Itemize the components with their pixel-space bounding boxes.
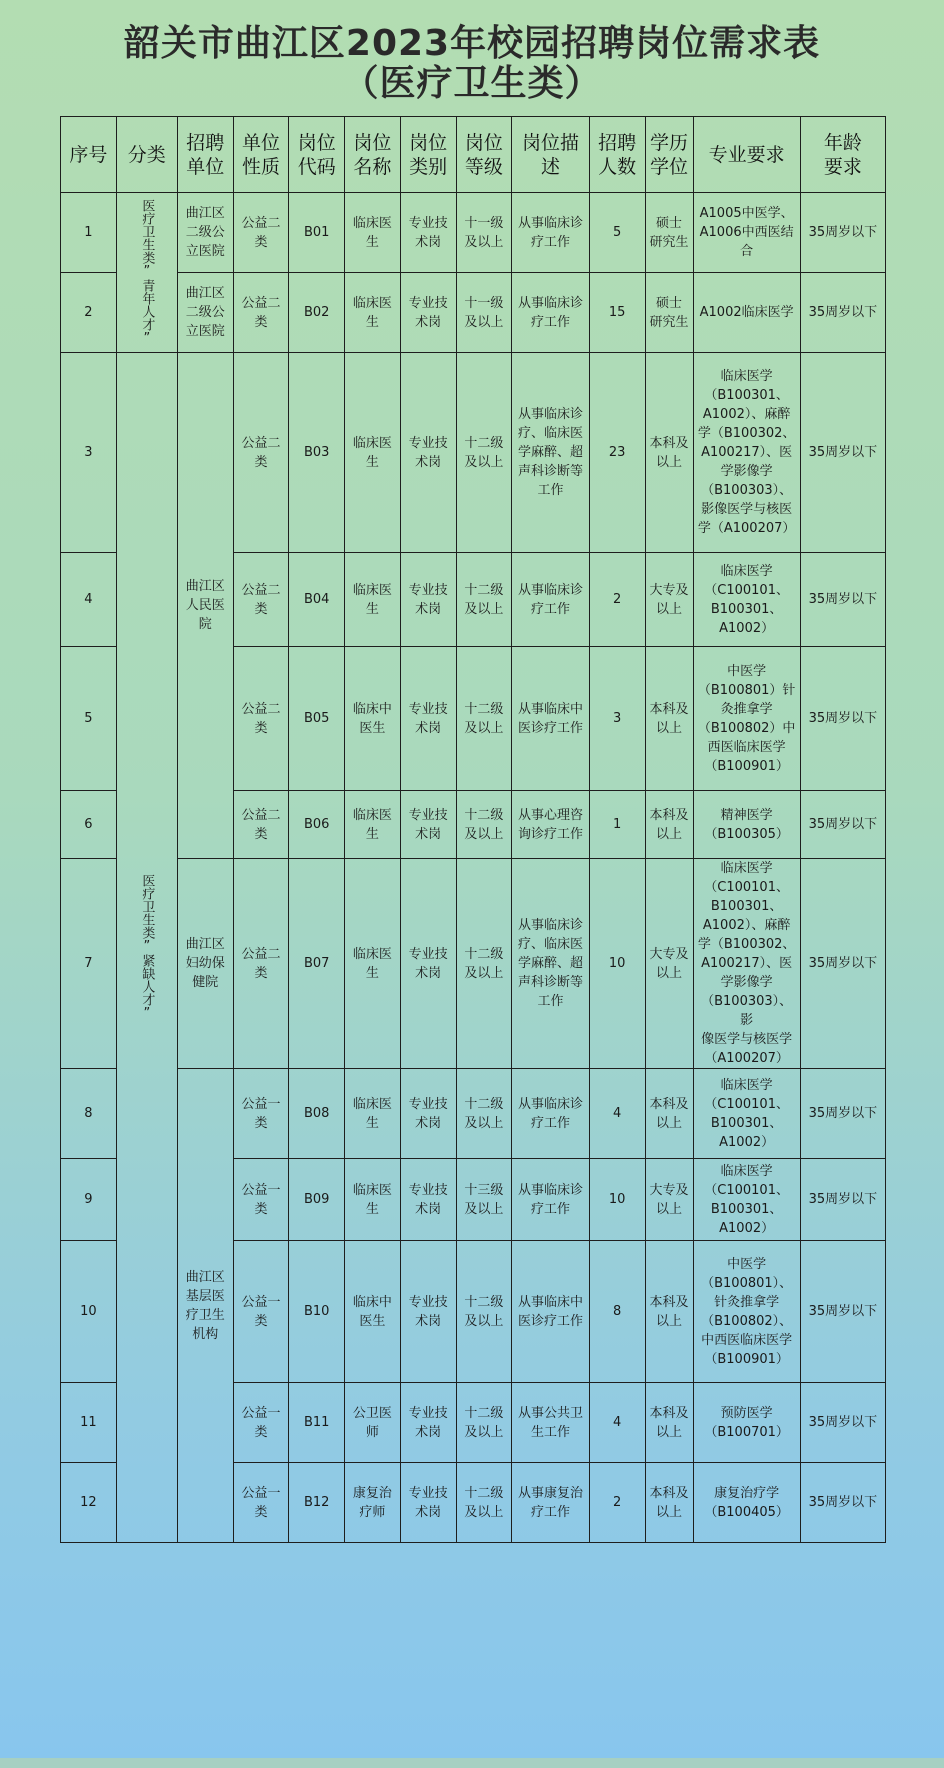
position-name-cell: 临床中 医生 bbox=[345, 647, 401, 791]
header-cell: 岗位 类别 bbox=[400, 117, 456, 193]
unit-nature-cell: 公益二 类 bbox=[233, 791, 289, 859]
position-code-cell: B08 bbox=[289, 1069, 345, 1159]
age-cell: 35周岁以下 bbox=[800, 859, 885, 1069]
position-desc-cell: 从事临床中 医诊疗工作 bbox=[512, 1241, 590, 1383]
education-cell: 本科及 以上 bbox=[645, 791, 693, 859]
age-cell: 35周岁以下 bbox=[800, 1383, 885, 1463]
table-row bbox=[61, 193, 886, 273]
unit-nature-cell: 公益二 类 bbox=[233, 859, 289, 1069]
age-cell: 35周岁以下 bbox=[800, 1069, 885, 1159]
position-code-cell: B05 bbox=[289, 647, 345, 791]
headcount-cell: 2 bbox=[589, 553, 645, 647]
table-row bbox=[61, 1069, 886, 1159]
position-name-cell: 临床医 生 bbox=[345, 1069, 401, 1159]
education-cell: 本科及 以上 bbox=[645, 353, 693, 553]
position-level-cell: 十二级 及以上 bbox=[456, 1383, 512, 1463]
position-name-cell: 临床医 生 bbox=[345, 193, 401, 273]
unit-nature-cell: 公益一 类 bbox=[233, 1159, 289, 1241]
unit-cell: 曲江区 二级公 立医院 bbox=[177, 273, 233, 353]
position-level-cell: 十二级 及以上 bbox=[456, 553, 512, 647]
unit-cell: 曲江区 二级公 立医院 bbox=[177, 193, 233, 273]
headcount-cell: 5 bbox=[589, 193, 645, 273]
headcount-cell: 10 bbox=[589, 859, 645, 1069]
header-cell: 专业要求 bbox=[693, 117, 800, 193]
header-row bbox=[61, 117, 886, 193]
position-name-cell: 临床医 生 bbox=[345, 273, 401, 353]
position-desc-cell: 从事临床诊 疗工作 bbox=[512, 1069, 590, 1159]
position-code-cell: B04 bbox=[289, 553, 345, 647]
major-cell: 中医学 （B100801）针 灸推拿学 （B100802）中 西医临床医学 （B100901） bbox=[693, 647, 800, 791]
header-cell: 分类 bbox=[116, 117, 177, 193]
major-cell: 临床医学 （C100101、 B100301、 A1002） bbox=[693, 1159, 800, 1241]
position-type-cell: 专业技 术岗 bbox=[400, 1159, 456, 1241]
row-number-cell: 5 bbox=[61, 647, 117, 791]
major-cell: 中医学 （B100801）、 针灸推拿学 （B100802）、 中西医临床医学 （B100901） bbox=[693, 1241, 800, 1383]
category-cell bbox=[116, 193, 177, 353]
header-cell: 岗位 代码 bbox=[289, 117, 345, 193]
headcount-cell: 10 bbox=[589, 1159, 645, 1241]
position-code-cell: B03 bbox=[289, 353, 345, 553]
position-name-cell: 临床医 生 bbox=[345, 353, 401, 553]
table-row bbox=[61, 353, 886, 553]
unit-cell: 曲江区 人民医 院 bbox=[177, 353, 233, 859]
position-code-cell: B11 bbox=[289, 1383, 345, 1463]
row-number-cell: 2 bbox=[61, 273, 117, 353]
table-row bbox=[61, 273, 886, 353]
bottom-strip bbox=[0, 1758, 944, 1768]
age-cell: 35周岁以下 bbox=[800, 791, 885, 859]
header-cell: 学历 学位 bbox=[645, 117, 693, 193]
header-cell: 单位 性质 bbox=[233, 117, 289, 193]
unit-cell: 曲江区 基层医 疗卫生 机构 bbox=[177, 1069, 233, 1543]
age-cell: 35周岁以下 bbox=[800, 193, 885, 273]
row-number-cell: 1 bbox=[61, 193, 117, 273]
education-cell: 大专及 以上 bbox=[645, 859, 693, 1069]
position-level-cell: 十一级 及以上 bbox=[456, 273, 512, 353]
position-desc-cell: 从事临床诊 疗工作 bbox=[512, 1159, 590, 1241]
unit-cell: 曲江区 妇幼保 健院 bbox=[177, 859, 233, 1069]
position-level-cell: 十三级 及以上 bbox=[456, 1159, 512, 1241]
position-type-cell: 专业技 术岗 bbox=[400, 353, 456, 553]
major-cell: A1002临床医学 bbox=[693, 273, 800, 353]
position-name-cell: 临床医 生 bbox=[345, 553, 401, 647]
major-cell: 临床医学 （C100101、 B100301、 A1002） bbox=[693, 553, 800, 647]
position-name-cell: 临床中 医生 bbox=[345, 1241, 401, 1383]
row-number-cell: 10 bbox=[61, 1241, 117, 1383]
education-cell: 硕士 研究生 bbox=[645, 273, 693, 353]
header-cell: 序号 bbox=[61, 117, 117, 193]
headcount-cell: 2 bbox=[589, 1463, 645, 1543]
education-cell: 大专及 以上 bbox=[645, 553, 693, 647]
headcount-cell: 15 bbox=[589, 273, 645, 353]
major-cell: 临床医学 （C100101、 B100301、 A1002） bbox=[693, 1069, 800, 1159]
row-number-cell: 7 bbox=[61, 859, 117, 1069]
position-level-cell: 十二级 及以上 bbox=[456, 859, 512, 1069]
education-cell: 本科及 以上 bbox=[645, 1383, 693, 1463]
header-cell: 年龄 要求 bbox=[800, 117, 885, 193]
headcount-cell: 4 bbox=[589, 1383, 645, 1463]
row-number-cell: 4 bbox=[61, 553, 117, 647]
age-cell: 35周岁以下 bbox=[800, 353, 885, 553]
position-type-cell: 专业技 术岗 bbox=[400, 791, 456, 859]
position-code-cell: B06 bbox=[289, 791, 345, 859]
position-type-cell: 专业技 术岗 bbox=[400, 1069, 456, 1159]
headcount-cell: 4 bbox=[589, 1069, 645, 1159]
position-code-cell: B09 bbox=[289, 1159, 345, 1241]
page-subtitle: （医疗卫生类） bbox=[342, 63, 602, 104]
major-cell: 临床医学 （B100301、 A1002）、麻醉 学（B100302、 A100217）、医 学影像学 （B100303）、 影像医学与核医 学（A100207） bbox=[693, 353, 800, 553]
position-desc-cell: 从事康复治 疗工作 bbox=[512, 1463, 590, 1543]
education-cell: 本科及 以上 bbox=[645, 647, 693, 791]
age-cell: 35周岁以下 bbox=[800, 553, 885, 647]
major-cell: 预防医学 （B100701） bbox=[693, 1383, 800, 1463]
position-type-cell: 专业技 术岗 bbox=[400, 1241, 456, 1383]
education-cell: 本科及 以上 bbox=[645, 1463, 693, 1543]
unit-nature-cell: 公益二 类 bbox=[233, 273, 289, 353]
unit-nature-cell: 公益二 类 bbox=[233, 553, 289, 647]
position-type-cell: 专业技 术岗 bbox=[400, 553, 456, 647]
position-name-cell: 康复治 疗师 bbox=[345, 1463, 401, 1543]
category-label: 医疗卫生类”紧缺人才” bbox=[139, 874, 155, 1021]
recruitment-table bbox=[60, 116, 886, 1543]
position-level-cell: 十二级 及以上 bbox=[456, 1241, 512, 1383]
position-type-cell: 专业技 术岗 bbox=[400, 1383, 456, 1463]
position-level-cell: 十一级 及以上 bbox=[456, 193, 512, 273]
header-cell: 招聘 单位 bbox=[177, 117, 233, 193]
unit-nature-cell: 公益二 类 bbox=[233, 353, 289, 553]
major-cell: 精神医学 （B100305） bbox=[693, 791, 800, 859]
position-desc-cell: 从事临床诊 疗工作 bbox=[512, 273, 590, 353]
position-type-cell: 专业技 术岗 bbox=[400, 859, 456, 1069]
position-level-cell: 十二级 及以上 bbox=[456, 647, 512, 791]
table-row bbox=[61, 859, 886, 1069]
header-cell: 岗位描 述 bbox=[512, 117, 590, 193]
row-number-cell: 11 bbox=[61, 1383, 117, 1463]
age-cell: 35周岁以下 bbox=[800, 1463, 885, 1543]
headcount-cell: 23 bbox=[589, 353, 645, 553]
age-cell: 35周岁以下 bbox=[800, 647, 885, 791]
position-desc-cell: 从事临床诊 疗工作 bbox=[512, 553, 590, 647]
row-number-cell: 6 bbox=[61, 791, 117, 859]
age-cell: 35周岁以下 bbox=[800, 273, 885, 353]
headcount-cell: 3 bbox=[589, 647, 645, 791]
unit-nature-cell: 公益一 类 bbox=[233, 1069, 289, 1159]
unit-nature-cell: 公益一 类 bbox=[233, 1383, 289, 1463]
position-desc-cell: 从事临床诊 疗工作 bbox=[512, 193, 590, 273]
position-type-cell: 专业技 术岗 bbox=[400, 193, 456, 273]
header-cell: 岗位 名称 bbox=[345, 117, 401, 193]
category-label: 医疗卫生类”青年人才” bbox=[139, 199, 155, 346]
position-type-cell: 专业技 术岗 bbox=[400, 1463, 456, 1543]
unit-nature-cell: 公益一 类 bbox=[233, 1241, 289, 1383]
position-code-cell: B01 bbox=[289, 193, 345, 273]
header-cell: 招聘 人数 bbox=[589, 117, 645, 193]
row-number-cell: 9 bbox=[61, 1159, 117, 1241]
education-cell: 硕士 研究生 bbox=[645, 193, 693, 273]
unit-nature-cell: 公益一 类 bbox=[233, 1463, 289, 1543]
position-desc-cell: 从事临床中 医诊疗工作 bbox=[512, 647, 590, 791]
position-level-cell: 十二级 及以上 bbox=[456, 1463, 512, 1543]
row-number-cell: 3 bbox=[61, 353, 117, 553]
category-cell bbox=[116, 353, 177, 1543]
position-code-cell: B12 bbox=[289, 1463, 345, 1543]
header-cell: 岗位 等级 bbox=[456, 117, 512, 193]
position-desc-cell: 从事临床诊 疗、临床医 学麻醉、超 声科诊断等 工作 bbox=[512, 353, 590, 553]
position-name-cell: 公卫医 师 bbox=[345, 1383, 401, 1463]
position-type-cell: 专业技 术岗 bbox=[400, 647, 456, 791]
headcount-cell: 8 bbox=[589, 1241, 645, 1383]
position-desc-cell: 从事心理咨 询诊疗工作 bbox=[512, 791, 590, 859]
position-level-cell: 十二级 及以上 bbox=[456, 1069, 512, 1159]
age-cell: 35周岁以下 bbox=[800, 1241, 885, 1383]
position-type-cell: 专业技 术岗 bbox=[400, 273, 456, 353]
position-desc-cell: 从事临床诊 疗、临床医 学麻醉、超 声科诊断等 工作 bbox=[512, 859, 590, 1069]
page-title: 韶关市曲江区2023年校园招聘岗位需求表 bbox=[123, 23, 821, 64]
position-desc-cell: 从事公共卫 生工作 bbox=[512, 1383, 590, 1463]
position-name-cell: 临床医 生 bbox=[345, 791, 401, 859]
education-cell: 本科及 以上 bbox=[645, 1069, 693, 1159]
position-name-cell: 临床医 生 bbox=[345, 1159, 401, 1241]
headcount-cell: 1 bbox=[589, 791, 645, 859]
age-cell: 35周岁以下 bbox=[800, 1159, 885, 1241]
major-cell: A1005中医学、 A1006中西医结 合 bbox=[693, 193, 800, 273]
education-cell: 大专及 以上 bbox=[645, 1159, 693, 1241]
position-code-cell: B02 bbox=[289, 273, 345, 353]
unit-nature-cell: 公益二 类 bbox=[233, 193, 289, 273]
unit-nature-cell: 公益二 类 bbox=[233, 647, 289, 791]
position-level-cell: 十二级 及以上 bbox=[456, 791, 512, 859]
position-name-cell: 临床医 生 bbox=[345, 859, 401, 1069]
row-number-cell: 8 bbox=[61, 1069, 117, 1159]
major-cell: 康复治疗学 （B100405） bbox=[693, 1463, 800, 1543]
position-code-cell: B07 bbox=[289, 859, 345, 1069]
position-code-cell: B10 bbox=[289, 1241, 345, 1383]
row-number-cell: 12 bbox=[61, 1463, 117, 1543]
major-cell: 临床医学 （C100101、 B100301、 A1002）、麻醉 学（B100302、 A100217）、医 学影像学 （B100303）、影 像医学与核医学 （A100207） bbox=[693, 859, 800, 1069]
position-level-cell: 十二级 及以上 bbox=[456, 353, 512, 553]
education-cell: 本科及 以上 bbox=[645, 1241, 693, 1383]
